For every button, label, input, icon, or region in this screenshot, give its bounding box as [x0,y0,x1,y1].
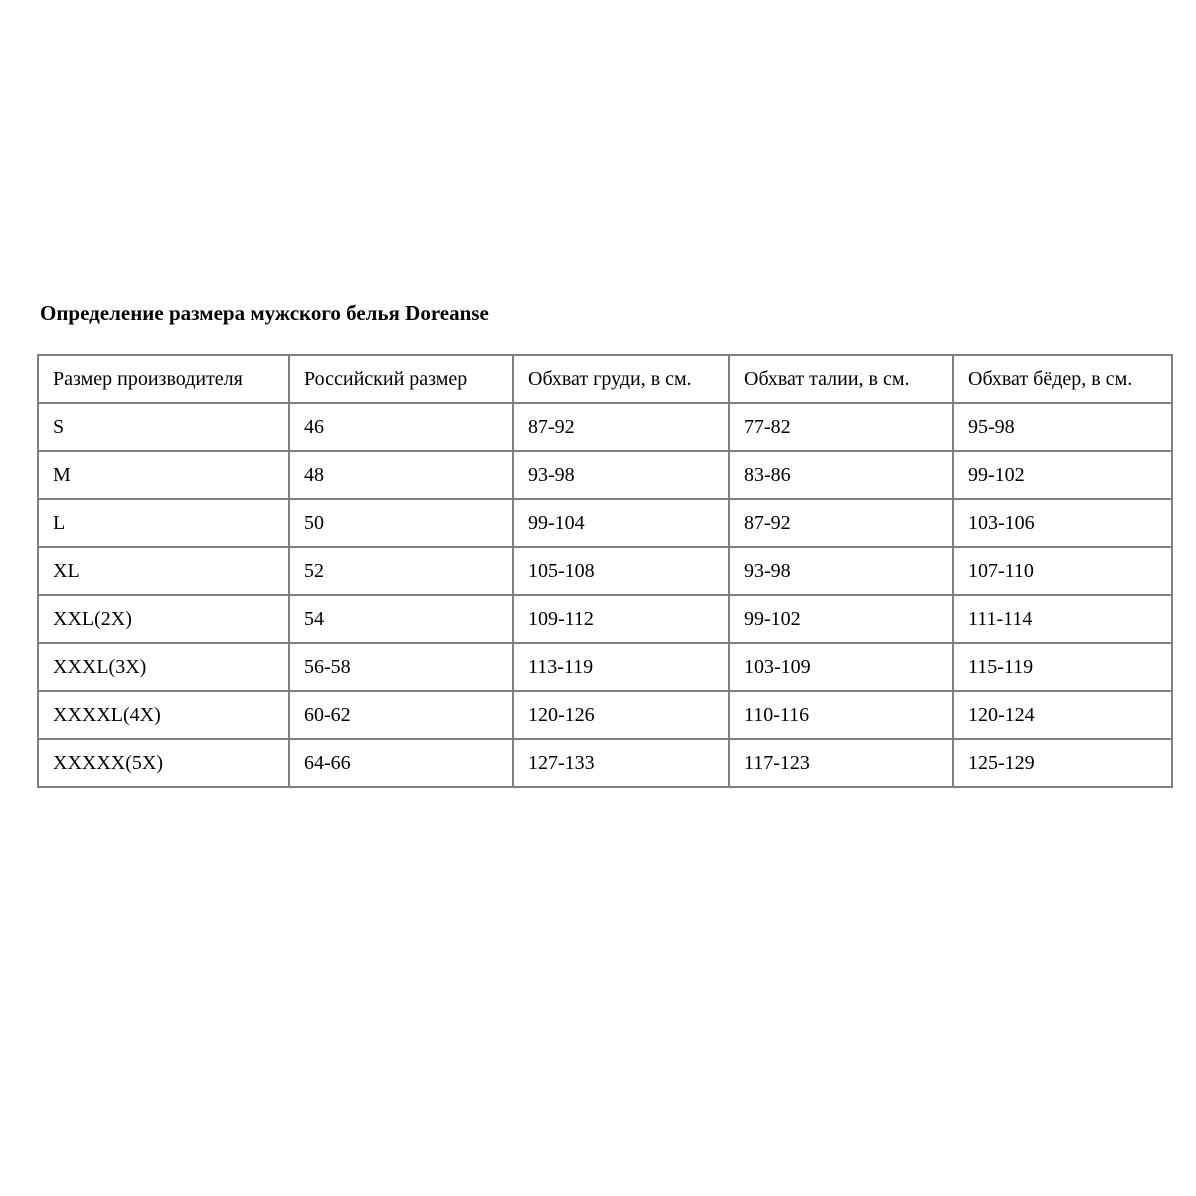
table-row-XXXL(3X) [38,643,1172,691]
table-row-M [38,451,1172,499]
table-cell-r4-c2: 52 [289,547,513,595]
header-cell-col1: Размер производителя [38,355,289,403]
table-cell-r4-c5: 107-110 [953,547,1172,595]
table-cell-r8-c5: 125-129 [953,739,1172,787]
table-cell-r7-c3: 120-126 [513,691,729,739]
table-row-XXXXL(4X) [38,691,1172,739]
table-cell-r1-c2: 46 [289,403,513,451]
table-row-XL [38,547,1172,595]
table-cell-r6-c2: 56-58 [289,643,513,691]
table-cell-r4-c1: XL [38,547,289,595]
table-cell-r5-c2: 54 [289,595,513,643]
table-row-XXXXX(5X) [38,739,1172,787]
table-cell-r5-c5: 111-114 [953,595,1172,643]
table-row-L [38,499,1172,547]
table-cell-r2-c3: 93-98 [513,451,729,499]
table-cell-r3-c4: 87-92 [729,499,953,547]
table-cell-r8-c3: 127-133 [513,739,729,787]
table-cell-r1-c3: 87-92 [513,403,729,451]
table-cell-r3-c3: 99-104 [513,499,729,547]
header-cell-col4: Обхват талии, в см. [729,355,953,403]
table-cell-r4-c3: 105-108 [513,547,729,595]
table-cell-r3-c1: L [38,499,289,547]
table-cell-r1-c5: 95-98 [953,403,1172,451]
table-cell-r2-c4: 83-86 [729,451,953,499]
page-title: Определение размера мужского белья Doreanse [40,301,489,325]
table-cell-r7-c4: 110-116 [729,691,953,739]
table-cell-r6-c3: 113-119 [513,643,729,691]
table-row-S [38,403,1172,451]
table-cell-r1-c4: 77-82 [729,403,953,451]
table-cell-r6-c1: XXXL(3X) [38,643,289,691]
table-cell-r1-c1: S [38,403,289,451]
table-cell-r6-c5: 115-119 [953,643,1172,691]
table-cell-r5-c1: XXL(2X) [38,595,289,643]
table-cell-r5-c4: 99-102 [729,595,953,643]
table-cell-r7-c1: XXXXL(4X) [38,691,289,739]
table-cell-r8-c4: 117-123 [729,739,953,787]
table-row-XXL(2X) [38,595,1172,643]
table-cell-r2-c5: 99-102 [953,451,1172,499]
table-cell-r4-c4: 93-98 [729,547,953,595]
table-cell-r7-c5: 120-124 [953,691,1172,739]
size-table [37,354,1173,788]
table-cell-r8-c2: 64-66 [289,739,513,787]
table-cell-r2-c2: 48 [289,451,513,499]
table-body [38,403,1172,787]
table-cell-r2-c1: M [38,451,289,499]
header-cell-col3: Обхват груди, в см. [513,355,729,403]
table-cell-r7-c2: 60-62 [289,691,513,739]
header-cell-col2: Российский размер [289,355,513,403]
table-cell-r8-c1: XXXXX(5X) [38,739,289,787]
table-cell-r3-c2: 50 [289,499,513,547]
table-cell-r5-c3: 109-112 [513,595,729,643]
table-cell-r6-c4: 103-109 [729,643,953,691]
header-cell-col5: Обхват бёдер, в см. [953,355,1172,403]
table-cell-r3-c5: 103-106 [953,499,1172,547]
table-header-row [38,355,1172,403]
